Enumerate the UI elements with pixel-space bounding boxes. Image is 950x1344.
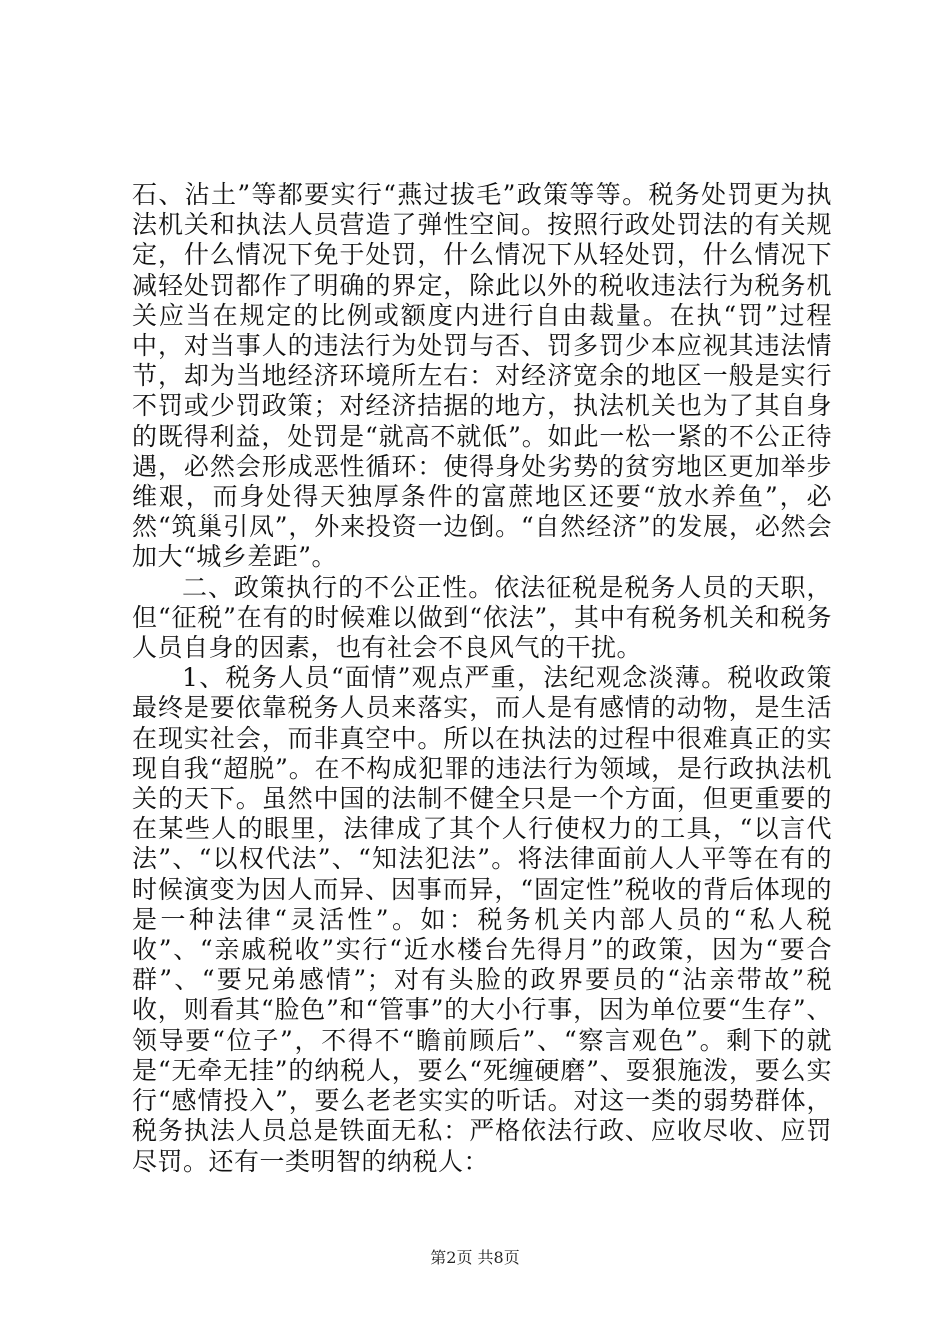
page-number-footer: 第2页 共8页 bbox=[430, 1248, 520, 1267]
paragraph-item-one: 1、税务人员“面情”观点严重，法纪观念淡薄。税收政策最终是要依靠税务人员来落实，而人是有感情的动物，是生活在现实社会，而非真空中。所以在执法的过程中很难真正的实现自我“超脱”。在不构成犯罪的违法行为领域，是行政执法机关的天下。虽然中国的法制不健全只是一个方面，但更重要的在某些人的眼里，法律成了其个人行使权力的工具，“以言代法”、“以权代法”、“知法犯法”。将法律面前人人平等在有的时候演变为因人而异、因事而异，“固定性”税收的背后体现的是一种法律“灵活性”。如：税务机关内部人员的“私人税收”、“亲戚税收”实行“近水楼台先得月”的政策，因为“要合群”、“要兄弟感情”；对有头脸的政界要员的“沾亲带故”税收，则看其“脸色”和“管事”的大小行事，因为单位要“生存”、领导要“位子”，不得不“瞻前顾后”、“察言观色”。剩下的就是“无牵无挂”的纳税人，要么“死缠硬磨”、耍狠施泼，要么实行“感情投入”，要么老老实实的听话。对这一类的弱势群体，税务执法人员总是铁面无私：严格依法行政、应收尽收、应罚尽罚。还有一类明智的纳税人： bbox=[132, 663, 832, 1176]
document-body bbox=[132, 180, 832, 1177]
paragraph-section-two: 二、政策执行的不公正性。依法征税是税务人员的天职，但“征税”在有的时候难以做到“依法”，其中有税务机关和税务人员自身的因素，也有社会不良风气的干扰。 bbox=[132, 572, 832, 663]
paragraph-continuation: 石、沾土”等都要实行“燕过拔毛”政策等等。税务处罚更为执法机关和执法人员营造了弹性空间。按照行政处罚法的有关规定，什么情况下免于处罚，什么情况下从轻处罚，什么情况下减轻处罚都作了明确的界定，除此以外的税收违法行为税务机关应当在规定的比例或额度内进行自由裁量。在执“罚”过程中，对当事人的违法行为处罚与否、罚多罚少本应视其违法情节，却为当地经济环境所左右：对经济宽余的地区一般是实行不罚或少罚政策；对经济拮据的地方，执法机关也为了其自身的既得利益，处罚是“就高不就低”。如此一松一紧的不公正待遇，必然会形成恶性循环：使得身处劣势的贫穷地区更加举步维艰，而身处得天独厚条件的富蔗地区还要“放水养鱼”，必然“筑巢引凤”，外来投资一边倒。“自然经济”的发展，必然会加大“城乡差距”。 bbox=[132, 180, 832, 572]
